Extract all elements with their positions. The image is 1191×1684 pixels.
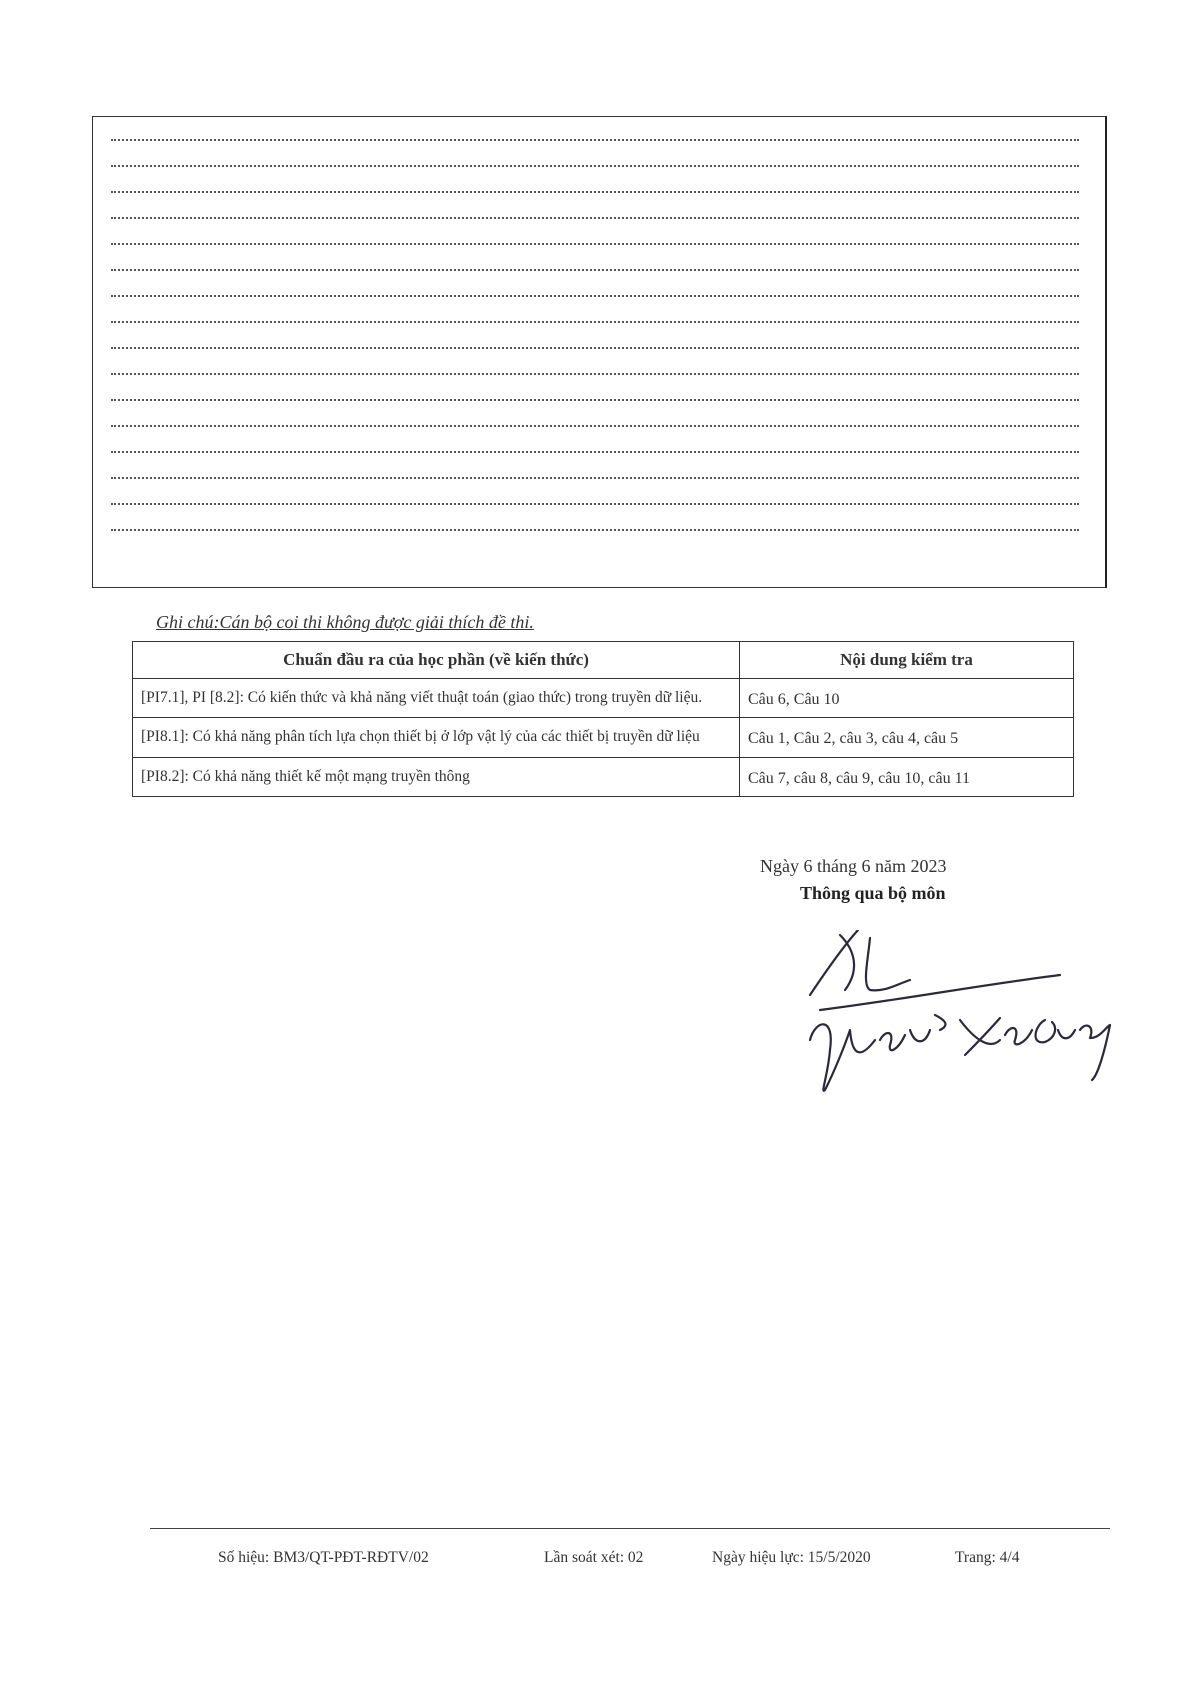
- handwritten-signature: [800, 930, 1130, 1100]
- dotted-line: [111, 451, 1079, 453]
- dotted-line: [111, 373, 1079, 375]
- outcome-cell: [PI8.2]: Có khả năng thiết kế một mạng truyền thông: [133, 757, 740, 796]
- answer-lines-box: [92, 116, 1107, 588]
- dotted-line: [111, 243, 1079, 245]
- footer-code: Số hiệu: BM3/QT-PĐT-RĐTV/02: [218, 1549, 429, 1566]
- dotted-line: [111, 295, 1079, 297]
- dotted-line: [111, 269, 1079, 271]
- proctor-note: Ghi chú:Cán bộ coi thi không được giải thích đề thi.: [156, 612, 534, 632]
- dotted-line: [111, 425, 1079, 427]
- approval-block: [760, 856, 1040, 904]
- dotted-line: [111, 529, 1079, 531]
- dotted-line: [111, 347, 1079, 349]
- table-header-row: [133, 642, 1074, 679]
- table-row: [133, 718, 1074, 757]
- dotted-line: [111, 165, 1079, 167]
- content-cell: Câu 6, Câu 10: [740, 679, 1074, 718]
- dotted-line: [111, 399, 1079, 401]
- table-row: [133, 679, 1074, 718]
- page-footer: [150, 1528, 1110, 1566]
- dotted-line: [111, 139, 1079, 141]
- content-cell: Câu 1, Câu 2, câu 3, câu 4, câu 5: [740, 718, 1074, 757]
- header-content: Nội dung kiểm tra: [740, 642, 1074, 679]
- learning-outcomes-table: [132, 641, 1074, 797]
- approval-title: Thông qua bộ môn: [800, 883, 946, 903]
- dotted-line: [111, 191, 1079, 193]
- approval-date: Ngày 6 tháng 6 năm 2023: [760, 856, 947, 876]
- outcome-cell: [PI8.1]: Có khả năng phân tích lựa chọn thiết bị ở lớp vật lý của các thiết bị truyền dữ liệu: [133, 718, 740, 757]
- dotted-line: [111, 321, 1079, 323]
- dotted-line: [111, 503, 1079, 505]
- table-row: [133, 757, 1074, 796]
- footer-page-number: Trang: 4/4: [955, 1549, 1020, 1566]
- footer-effective-date: Ngày hiệu lực: 15/5/2020: [712, 1549, 871, 1566]
- header-outcome: Chuẩn đầu ra của học phần (về kiến thức): [133, 642, 740, 679]
- dotted-line: [111, 477, 1079, 479]
- content-cell: Câu 7, câu 8, câu 9, câu 10, câu 11: [740, 757, 1074, 796]
- dotted-line: [111, 217, 1079, 219]
- outcome-cell: [PI7.1], PI [8.2]: Có kiến thức và khả năng viết thuật toán (giao thức) trong truyền dữ liệu.: [133, 679, 740, 718]
- footer-revision: Lần soát xét: 02: [544, 1549, 644, 1566]
